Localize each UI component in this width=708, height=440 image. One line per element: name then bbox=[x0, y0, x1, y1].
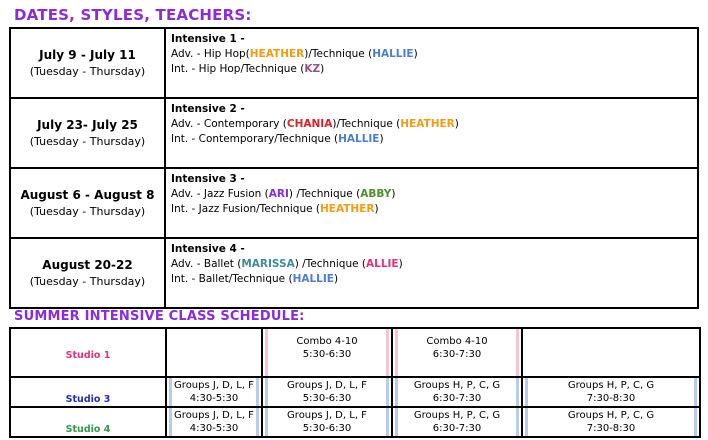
studio4-row bbox=[10, 407, 700, 437]
class-name: Groups J, D, L, F bbox=[287, 410, 367, 421]
intermediate-text: ) bbox=[374, 203, 379, 215]
class-schedule-heading: SUMMER INTENSIVE CLASS SCHEDULE: bbox=[14, 309, 305, 324]
schedule-cell bbox=[392, 377, 522, 407]
info-cell bbox=[165, 168, 698, 238]
date-cell bbox=[10, 238, 165, 308]
teacher-name: ARI bbox=[268, 188, 289, 200]
class-name: Groups J, D, L, F bbox=[287, 380, 367, 391]
schedule-cell bbox=[262, 328, 392, 377]
advanced-line bbox=[171, 257, 692, 272]
empty-cell bbox=[166, 328, 262, 377]
advanced-text: Adv. - Ballet ( bbox=[171, 258, 242, 270]
intermediate-text: ) bbox=[320, 63, 325, 75]
days-range: (Tuesday - Thursday) bbox=[29, 65, 146, 78]
intensive-row bbox=[10, 28, 698, 98]
schedule-cell bbox=[522, 377, 700, 407]
info-cell bbox=[165, 28, 698, 98]
studio4-label: Studio 4 bbox=[10, 407, 166, 437]
class-name: Groups J, D, L, F bbox=[174, 380, 254, 391]
class-time: 4:30-5:30 bbox=[189, 423, 239, 434]
class-name: Groups H, P, C, G bbox=[567, 410, 655, 421]
studio3-row bbox=[10, 377, 700, 407]
intermediate-line bbox=[171, 202, 692, 217]
advanced-text: ) /Technique ( bbox=[294, 258, 366, 270]
date-range: July 23- July 25 bbox=[37, 118, 138, 132]
class-time: 6:30-7:30 bbox=[432, 393, 482, 404]
intensive-row bbox=[10, 238, 698, 308]
class-time: 4:30-5:30 bbox=[189, 393, 239, 404]
class-time: 5:30-6:30 bbox=[302, 348, 352, 360]
teacher-name: HALLIE bbox=[292, 273, 334, 285]
advanced-text: ) bbox=[454, 118, 459, 130]
class-name: Groups H, P, C, G bbox=[413, 410, 501, 421]
schedule-cell bbox=[166, 377, 262, 407]
class-name: Combo 4-10 bbox=[426, 335, 488, 347]
teacher-name: MARISSA bbox=[241, 258, 295, 270]
schedule-table bbox=[9, 327, 701, 438]
days-range: (Tuesday - Thursday) bbox=[29, 275, 146, 288]
teacher-name: KZ bbox=[304, 63, 321, 75]
advanced-text: )/Technique ( bbox=[304, 48, 373, 60]
intensive-title: Intensive 3 - bbox=[171, 173, 245, 185]
teacher-name: HALLIE bbox=[372, 48, 414, 60]
teacher-name: ALLIE bbox=[366, 258, 399, 270]
advanced-line bbox=[171, 117, 692, 132]
advanced-text: ) /Technique ( bbox=[288, 188, 361, 200]
info-cell bbox=[165, 98, 698, 168]
intermediate-text: ) bbox=[379, 133, 384, 145]
teacher-name: CHANIA bbox=[286, 118, 333, 130]
class-time: 5:30-6:30 bbox=[302, 423, 352, 434]
studio1-label: Studio 1 bbox=[10, 328, 166, 377]
intermediate-text: Int. - Jazz Fusion/Technique ( bbox=[171, 203, 320, 215]
days-range: (Tuesday - Thursday) bbox=[29, 135, 146, 148]
intermediate-text: Int. - Contemporary/Technique ( bbox=[171, 133, 339, 145]
advanced-line bbox=[171, 47, 692, 62]
teacher-name: ABBY bbox=[360, 188, 392, 200]
schedule-cell bbox=[392, 328, 522, 377]
schedule-cell bbox=[392, 407, 522, 437]
studio1-row bbox=[10, 328, 700, 377]
class-time: 7:30-8:30 bbox=[586, 393, 636, 404]
intermediate-line bbox=[171, 132, 692, 147]
date-cell bbox=[10, 98, 165, 168]
intensives-table bbox=[9, 27, 699, 309]
advanced-text: Adv. - Jazz Fusion ( bbox=[171, 188, 269, 200]
advanced-text: ) bbox=[398, 258, 403, 270]
intensive-title: Intensive 1 - bbox=[171, 33, 245, 45]
advanced-text: ) bbox=[391, 188, 396, 200]
teacher-name: HEATHER bbox=[249, 48, 305, 60]
class-name: Groups H, P, C, G bbox=[413, 380, 501, 391]
class-name: Combo 4-10 bbox=[296, 335, 358, 347]
teacher-name: HEATHER bbox=[320, 203, 375, 215]
info-cell bbox=[165, 238, 698, 308]
schedule-cell bbox=[262, 407, 392, 437]
teacher-name: HEATHER bbox=[400, 118, 455, 130]
intensive-title: Intensive 2 - bbox=[171, 103, 245, 115]
class-time: 5:30-6:30 bbox=[302, 393, 352, 404]
intermediate-line bbox=[171, 62, 692, 77]
advanced-text: Adv. - Hip Hop( bbox=[171, 48, 250, 60]
advanced-line bbox=[171, 187, 692, 202]
class-time: 6:30-7:30 bbox=[432, 348, 482, 360]
empty-cell bbox=[522, 328, 700, 377]
intermediate-text: Int. - Ballet/Technique ( bbox=[171, 273, 293, 285]
date-range: August 20-22 bbox=[42, 258, 133, 272]
studio3-label: Studio 3 bbox=[10, 377, 166, 407]
advanced-text: )/Technique ( bbox=[332, 118, 401, 130]
class-time: 6:30-7:30 bbox=[432, 423, 482, 434]
advanced-text: Adv. - Contemporary ( bbox=[171, 118, 287, 130]
intensive-row bbox=[10, 168, 698, 238]
schedule-cell bbox=[166, 407, 262, 437]
date-cell bbox=[10, 28, 165, 98]
class-name: Groups J, D, L, F bbox=[174, 410, 254, 421]
teacher-name: HALLIE bbox=[338, 133, 380, 145]
schedule-cell bbox=[522, 407, 700, 437]
days-range: (Tuesday - Thursday) bbox=[29, 205, 146, 218]
intermediate-line bbox=[171, 272, 692, 287]
advanced-text: ) bbox=[413, 48, 418, 60]
intermediate-text: ) bbox=[333, 273, 339, 285]
intensive-row bbox=[10, 98, 698, 168]
schedule-cell bbox=[262, 377, 392, 407]
date-range: July 9 - July 11 bbox=[39, 48, 136, 62]
date-range: August 6 - August 8 bbox=[20, 188, 155, 202]
intermediate-text: Int. - Hip Hop/Technique ( bbox=[171, 63, 305, 75]
class-name: Groups H, P, C, G bbox=[567, 380, 655, 391]
class-time: 7:30-8:30 bbox=[586, 423, 636, 434]
dates-styles-teachers-heading: DATES, STYLES, TEACHERS: bbox=[14, 6, 252, 24]
intensive-title: Intensive 4 - bbox=[171, 243, 245, 255]
date-cell bbox=[10, 168, 165, 238]
